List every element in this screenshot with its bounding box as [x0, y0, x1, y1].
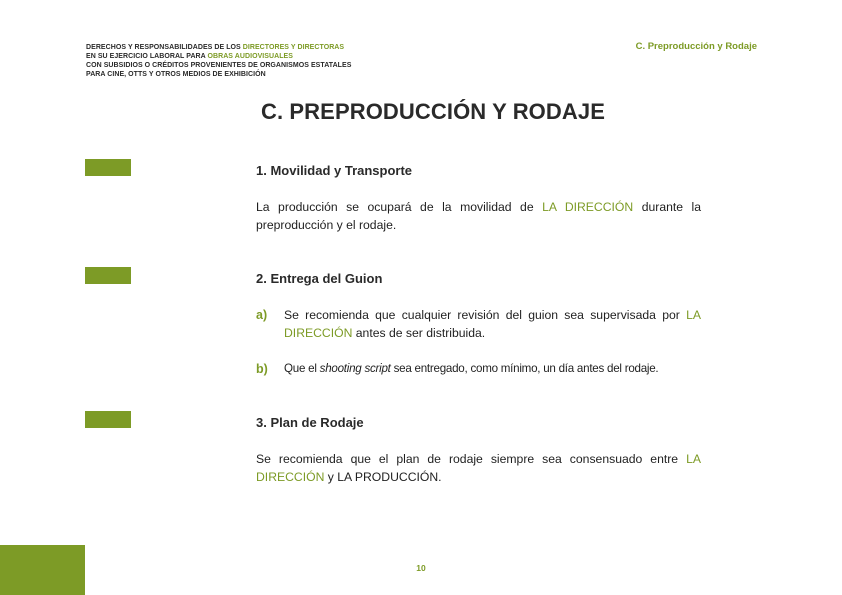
section-marker-1 — [85, 159, 131, 176]
section-marker-3 — [85, 411, 131, 428]
section-paragraph-shooting-plan: Se recomienda que el plan de rodaje siempre sea consensuado entre LA DIRECCIÓN y LA PRODUCCIÓN. — [256, 452, 701, 484]
highlight-direccion: LA DIRECCIÓN — [284, 308, 701, 340]
header-line-2: EN SU EJERCICIO LABORAL PARA OBRAS AUDIOVISUALES — [86, 53, 293, 60]
list-item-b — [256, 360, 701, 378]
page-number: 10 — [416, 563, 426, 573]
section-marker-2 — [85, 267, 131, 284]
document-header — [86, 43, 416, 79]
italic-shooting-script: shooting script — [319, 362, 391, 375]
section-title-shooting-plan: 3. Plan de Rodaje — [256, 415, 364, 430]
header-highlight-directors: DIRECTORES Y DIRECTORAS — [242, 44, 345, 51]
header-line-1: DERECHOS Y RESPONSABILIDADES DE LOS DIRECTORES Y DIRECTORAS — [86, 44, 345, 51]
list-text-b: Que el shooting script sea entregado, como mínimo, un día antes del rodaje. — [284, 362, 659, 375]
header-line-3: CON SUBSIDIOS O CRÉDITOS PROVENIENTES DE ORGANISMOS ESTATALES — [86, 62, 352, 69]
page-title: C. PREPRODUCCIÓN Y RODAJE — [261, 99, 605, 124]
highlight-direccion: LA DIRECCIÓN — [542, 200, 634, 214]
section-title-script-delivery: 2. Entrega del Guion — [256, 271, 383, 286]
list-marker-a: a) — [256, 308, 268, 322]
highlight-direccion: LA DIRECCIÓN — [256, 452, 701, 484]
header-section-label: C. Preproducción y Rodaje — [635, 41, 757, 52]
section-title-mobility: 1. Movilidad y Transporte — [256, 163, 413, 178]
header-line-4: PARA CINE, OTTS Y OTROS MEDIOS DE EXHIBICIÓN — [86, 71, 266, 78]
list-text-a: Se recomienda que cualquier revisión del guion sea supervisada por LA DIRECCIÓN antes de ser distribuida. — [284, 308, 701, 340]
header-highlight-works: OBRAS AUDIOVISUALES — [207, 53, 293, 60]
list-marker-b: b) — [256, 362, 268, 376]
list-item-a — [256, 306, 701, 342]
section-paragraph-mobility: La producción se ocupará de la movilidad de LA DIRECCIÓN durante la preproducción y el rodaje. — [256, 200, 702, 232]
